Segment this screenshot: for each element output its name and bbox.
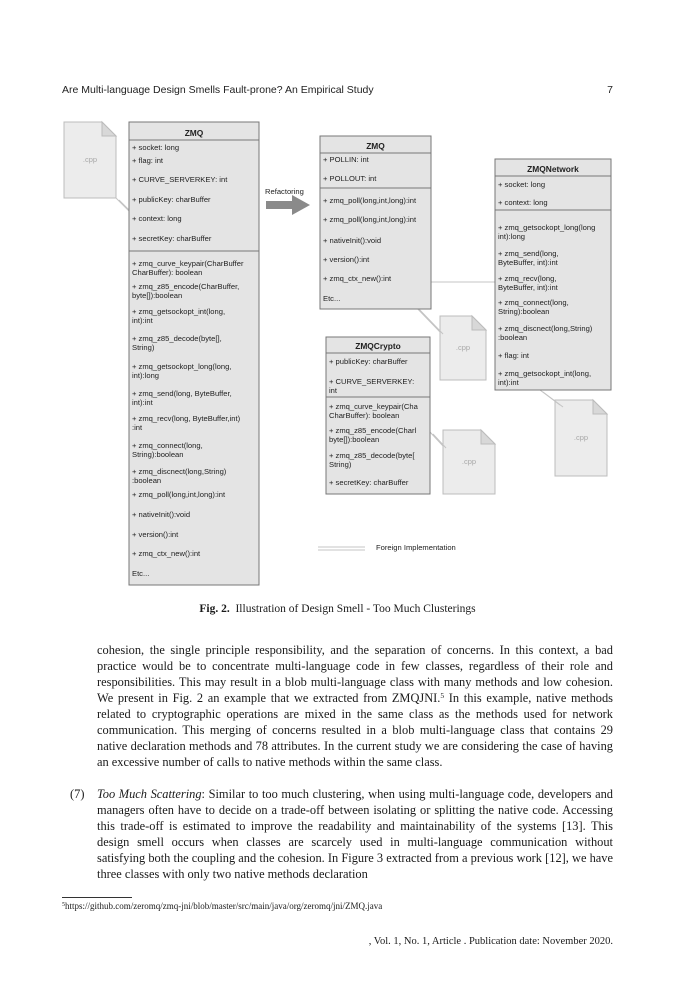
zmq-class-left-attribute: + socket: long — [132, 143, 180, 152]
footnote-rule — [62, 897, 132, 898]
zmq-network-class-method: + zmq_connect(long, — [498, 298, 569, 307]
zmq-crypto-class-method: + zmq_z85_decode(byte[ — [329, 451, 415, 460]
item-7-paragraph — [97, 786, 613, 882]
item-7-title: Too Much Scattering — [97, 787, 202, 801]
zmq-class-left-method: byte[]):boolean — [132, 291, 183, 300]
zmq-class-left-method: String):boolean — [132, 450, 184, 459]
zmq-class-left-method: + zmq_getsockopt_int(long, — [132, 307, 226, 316]
refactoring-arrow — [266, 195, 310, 215]
paragraph-1-text-b: In this example, native methods related to cryptographic operations are mixed in the same class as the methods used for network communication. This merging of concerns resulted in a blob multi-language class that contains 29 native declaration methods and 78 attributes. In the current study we are considering the case of having an excessive number of calls to native methods within the same class. — [97, 691, 613, 770]
cpp-file-network — [555, 400, 607, 476]
caption-text: Illustration of Design Smell - Too Much Clusterings — [235, 603, 476, 615]
zmq-crypto-class-attribute: int — [329, 386, 338, 395]
page-number: 7 — [607, 84, 613, 96]
item-7-text: : Similar to too much clustering, when using multi-language code, developers and managers often have to decide on a trade-off between isolating or splitting the native code. Accessing this trade-off is estimated to improve the readability and maintainability of the systems [13]. This design smell occurs when classes are scarcely used in multi-language communication without satisfying both the coupling and the cohesion. In Figure 3 extracted from a previous work [12], we have three classes with only two native methods declaration — [97, 787, 613, 882]
caption-label: Fig. 2. — [199, 603, 230, 615]
zmq-class-left-method: + zmq_getsockopt_long(long, — [132, 362, 232, 371]
zmq-crypto-class-method: CharBuffer): boolean — [329, 411, 400, 420]
zmq-network-class-method: :boolean — [498, 333, 528, 342]
paragraph-1 — [97, 642, 613, 770]
zmq-class-left-method: CharBuffer): boolean — [132, 268, 203, 277]
zmq-class-left-attribute: + CURVE_SERVERKEY: int — [132, 175, 228, 184]
zmq-class-left-method: + zmq_send(long, ByteBuffer, — [132, 389, 232, 398]
zmq-class-left-method: String) — [132, 343, 155, 352]
zmq-crypto-class-method: + secretKey: charBuffer — [329, 478, 409, 487]
cpp-file-crypto-label: .cpp — [461, 457, 477, 466]
running-header-title: Are Multi-language Design Smells Fault-prone? An Empirical Study — [62, 84, 374, 96]
cpp-file-middle-fold — [472, 316, 486, 330]
zmq-class-left-method: + nativeInit():void — [132, 510, 191, 519]
zmq-class-right-method: + zmq_ctx_new():int — [323, 274, 392, 283]
cpp-file-network-label: .cpp — [573, 433, 589, 442]
cpp-file-middle-label: .cpp — [455, 343, 471, 352]
foreign-link-crypto — [430, 432, 443, 446]
zmq-network-class-method: + zmq_getsockopt_long(long — [498, 223, 596, 232]
zmq-network-class-method: int):long — [498, 232, 526, 241]
cpp-file-left-fold — [102, 122, 116, 136]
zmq-class-left-method: + zmq_discnect(long,String) — [132, 467, 227, 476]
page-footer: , Vol. 1, No. 1, Article . Publication date: November 2020. — [368, 936, 613, 947]
footnote-ref: 5 — [440, 691, 445, 701]
zmq-class-right-attribute: + POLLIN: int — [323, 155, 369, 164]
zmq-class-left-method: :boolean — [132, 476, 162, 485]
zmq-class-right-method: + zmq_poll(long,int,long):int — [323, 215, 417, 224]
zmq-network-class-attribute: + socket: long — [498, 180, 546, 189]
zmq-class-left-attribute: + context: long — [132, 214, 182, 223]
zmq-crypto-class-attribute: + publicKey: charBuffer — [329, 357, 408, 366]
zmq-class-left-attribute: + secretKey: charBuffer — [132, 234, 212, 243]
zmq-crypto-class-method: String) — [329, 460, 352, 469]
zmq-class-left-method: int):long — [132, 371, 160, 380]
cpp-file-crypto — [443, 430, 495, 494]
cpp-file-middle — [440, 316, 486, 380]
zmq-network-class-method: + zmq_getsockopt_int(long, — [498, 369, 592, 378]
zmq-class-right-method: + nativeInit():void — [323, 236, 382, 245]
zmq-class-left-method: + zmq_recv(long, ByteBuffer,int) — [132, 414, 241, 423]
zmq-class-left-title: ZMQ — [184, 128, 204, 138]
zmq-network-class-method: + zmq_send(long, — [498, 249, 559, 258]
zmq-network-class-method: int):int — [498, 378, 519, 387]
zmq-network-class-method: ByteBuffer, int):int — [498, 258, 558, 267]
zmq-crypto-class-method: + zmq_z85_encode(Charl — [329, 426, 417, 435]
footnote — [62, 901, 382, 911]
zmq-network-class-method: + zmq_recv(long, — [498, 274, 557, 283]
zmq-crypto-class-method: byte[]):boolean — [329, 435, 380, 444]
figure-caption — [0, 603, 675, 615]
zmq-class-right-method: + version():int — [323, 255, 370, 264]
zmq-class-left-method: int):int — [132, 398, 153, 407]
zmq-class-left-method: + zmq_poll(long,int,long):int — [132, 490, 226, 499]
zmq-class-left-method: int):int — [132, 316, 153, 325]
zmq-network-class-attribute: + context: long — [498, 198, 548, 207]
zmq-class-left-method: Etc... — [132, 569, 150, 578]
zmq-network-class-method: + flag: int — [498, 351, 530, 360]
cpp-file-left — [64, 122, 116, 198]
zmq-class-right-method: Etc... — [323, 294, 341, 303]
zmq-network-class-method: + zmq_discnect(long,String) — [498, 324, 593, 333]
legend-label: Foreign Implementation — [376, 543, 456, 552]
zmq-class-left-method: + zmq_z85_decode(byte[], — [132, 334, 222, 343]
refactoring-label: Refactoring — [265, 187, 304, 196]
zmq-crypto-class-title: ZMQCrypto — [355, 341, 401, 351]
cpp-file-left-label: .cpp — [82, 155, 98, 164]
foreign-link-left — [116, 198, 130, 212]
zmq-class-left-method: :int — [132, 423, 143, 432]
cpp-file-crypto-fold — [481, 430, 495, 444]
zmq-network-class-method: String):boolean — [498, 307, 550, 316]
zmq-class-right-attribute: + POLLOUT: int — [323, 174, 377, 183]
zmq-class-left-method: + zmq_connect(long, — [132, 441, 203, 450]
zmq-class-left-attribute: + publicKey: charBuffer — [132, 195, 211, 204]
zmq-class-left-method: + zmq_curve_keypair(CharBuffer — [132, 259, 244, 268]
zmq-crypto-class-attribute: + CURVE_SERVERKEY: — [329, 377, 415, 386]
zmq-crypto-class-method: + zmq_curve_keypair(Cha — [329, 402, 418, 411]
cpp-file-network-fold — [593, 400, 607, 414]
zmq-class-left-method: + version():int — [132, 530, 179, 539]
zmq-class-right-method: + zmq_poll(long,int,long):int — [323, 196, 417, 205]
zmq-class-right-title: ZMQ — [366, 141, 385, 151]
footnote-mark: 5 — [62, 902, 65, 908]
zmq-class-left-attribute: + flag: int — [132, 156, 164, 165]
zmq-network-class-title: ZMQNetwork — [527, 164, 579, 174]
footnote-url: https://github.com/zeromq/zmq-jni/blob/master/src/main/java/org/zeromq/jni/ZMQ.java — [65, 901, 383, 911]
item-number: (7) — [70, 787, 85, 801]
zmq-network-class-method: ByteBuffer, int):int — [498, 283, 558, 292]
zmq-class-left-method: + zmq_ctx_new():int — [132, 549, 201, 558]
paragraph-1-text-a: cohesion, the single principle responsibility, and the separation of concerns. In this context, a bad practice would be to concentrate multi-language code in few classes, regardless of their role and responsibilities. This may result in a blob multi-language class with many methods and low cohesion. We present in Fig. 2 an example that we extracted from ZMQJNI. — [97, 643, 613, 706]
zmq-class-left-method: + zmq_z85_encode(CharBuffer, — [132, 282, 240, 291]
